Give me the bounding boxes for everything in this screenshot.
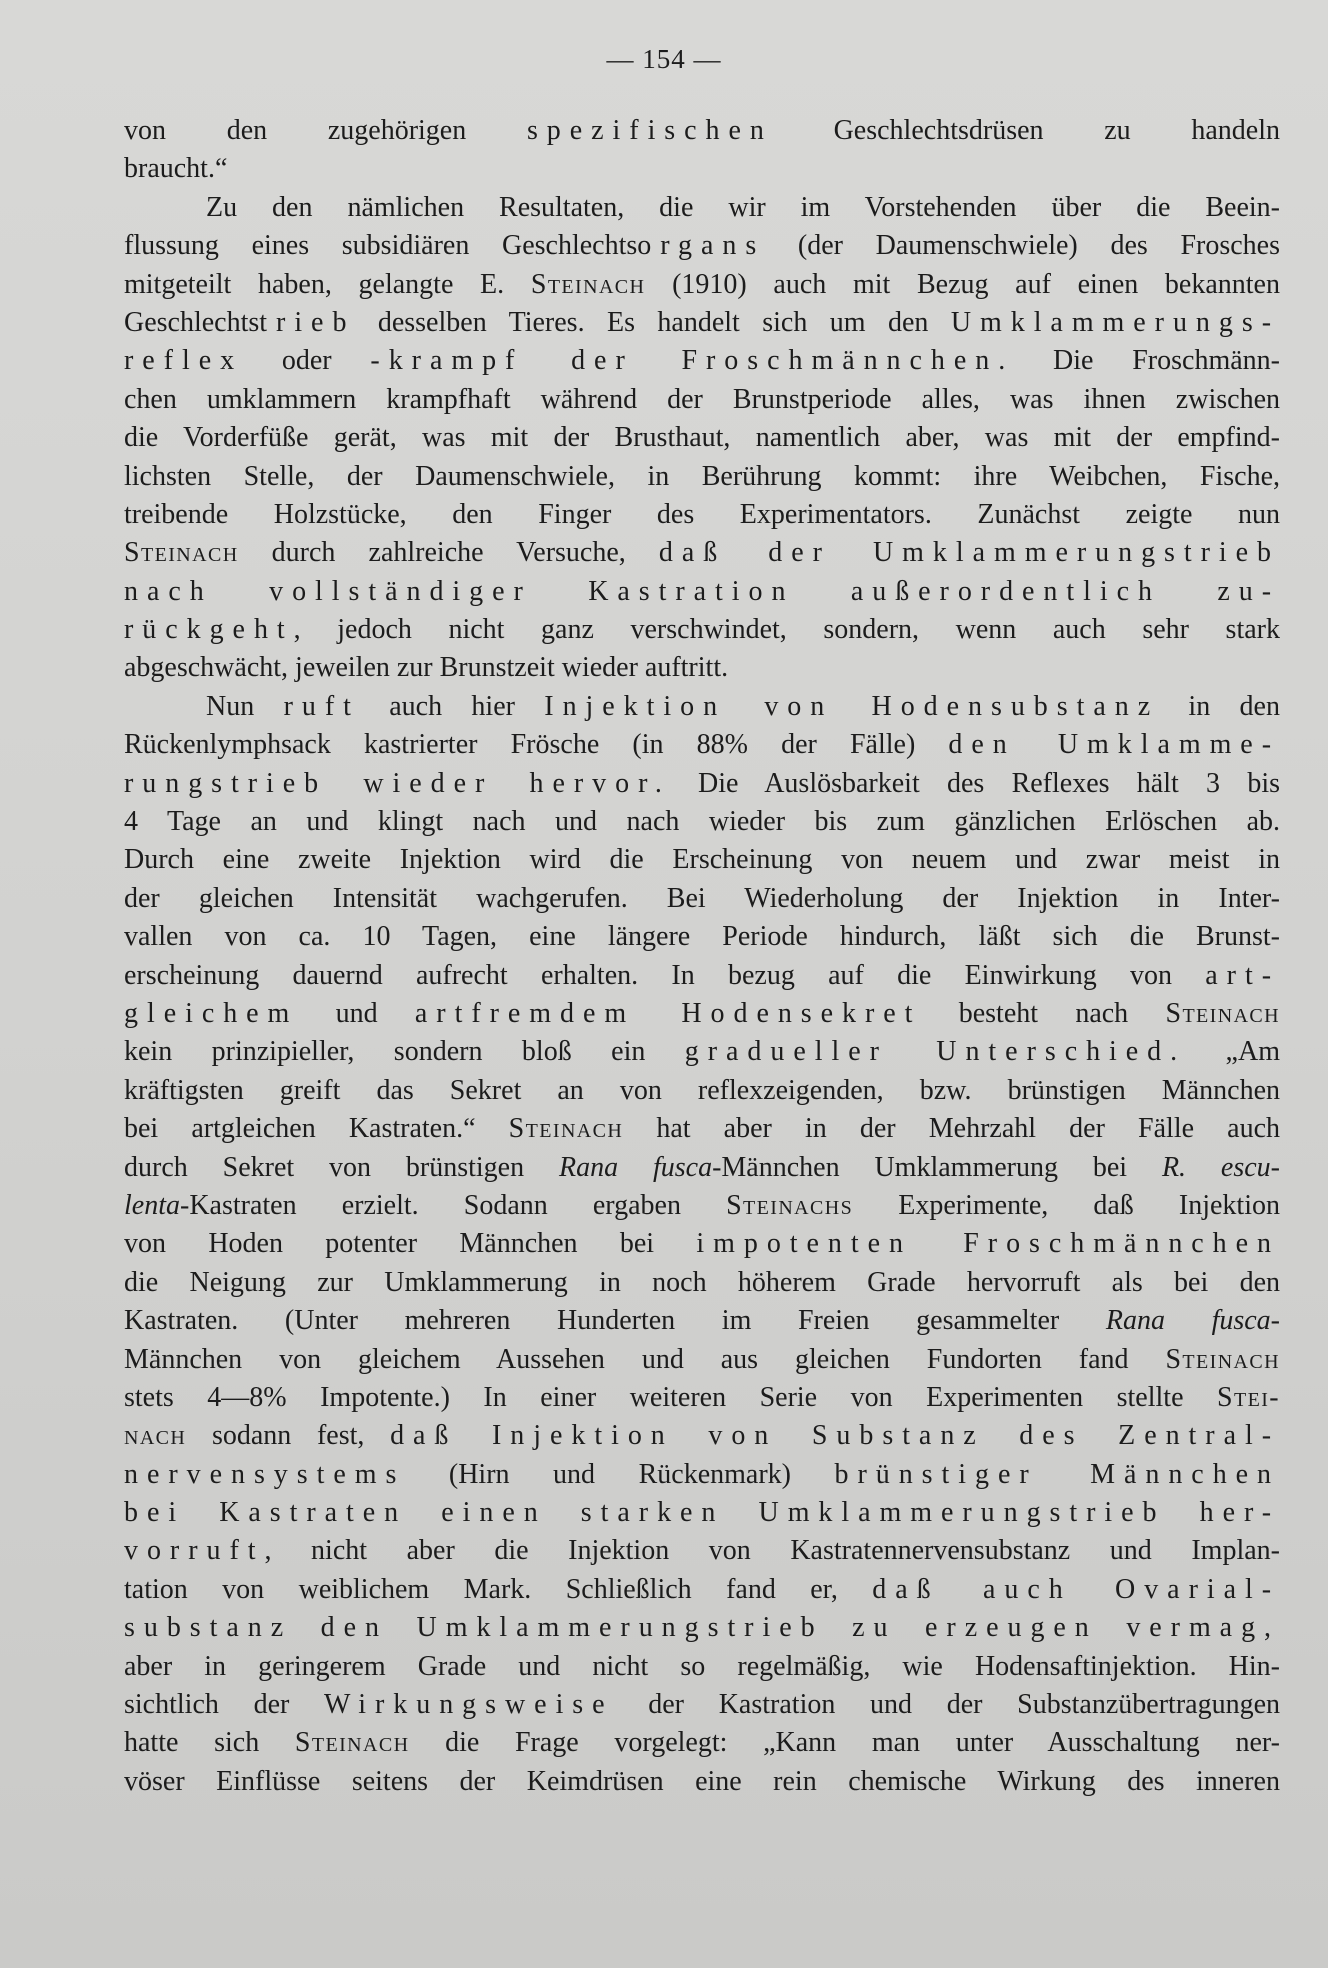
- text-segment: stets 4—8% Impotente.) In einer weiteren Serie von Experimenten stellte: [124, 1381, 1217, 1413]
- italic-term: Rana fusca-: [1105, 1305, 1281, 1337]
- text-segment: hat aber in der Mehrzahl der Fälle auch: [623, 1113, 1281, 1145]
- text-line: [124, 1264, 1280, 1302]
- text-line: [124, 841, 1280, 879]
- text-segment: bei artgleichen Kastraten.“: [124, 1113, 509, 1145]
- spaced-emphasis: rückgeht: [124, 614, 294, 646]
- text-line: [124, 227, 1280, 265]
- text-segment: auch hier: [359, 690, 545, 722]
- text-line: [124, 1417, 1280, 1455]
- spaced-emphasis: nervensystems: [124, 1458, 406, 1490]
- spaced-emphasis: gradueller Unterschied.: [684, 1036, 1187, 1068]
- text-segment: mitgeteilt haben, gelangte E.: [124, 268, 531, 300]
- text-segment: flussung eines subsidiären Geschlechts: [124, 230, 638, 262]
- text-segment: abgeschwächt, jeweilen zur Brunstzeit wieder auftritt.: [124, 652, 729, 684]
- text-line: [124, 649, 1280, 687]
- italic-term: Rana fusca: [558, 1151, 713, 1183]
- text-segment: Kastraten. (Unter mehreren Hunderten im Freien gesammelter: [124, 1305, 1106, 1337]
- text-line: [124, 266, 1280, 304]
- text-segment: , jedoch nicht ganz verschwindet, sondern, wenn auch sehr stark: [293, 614, 1280, 646]
- text-segment: desselben Tieres. Es handelt sich um den: [355, 306, 951, 338]
- text-segment: Die Froschmänn-: [1014, 345, 1280, 377]
- spaced-emphasis: ruft: [283, 690, 360, 722]
- text-line: [124, 1341, 1280, 1379]
- body-text: [124, 112, 1280, 1801]
- text-line: [124, 342, 1280, 380]
- spaced-emphasis: artfremdem Hodensekret: [414, 997, 922, 1029]
- spaced-emphasis: gleichem: [124, 997, 299, 1029]
- text-segment: sichtlich der: [124, 1689, 325, 1721]
- text-segment: (Hirn und Rückenmark): [405, 1458, 835, 1490]
- text-line: [124, 1187, 1280, 1225]
- small-caps-name: Stei-: [1217, 1381, 1280, 1413]
- text-line: [124, 1648, 1280, 1686]
- spaced-emphasis: rungstrieb wieder hervor.: [124, 767, 671, 799]
- text-segment: von den zugehörigen: [124, 115, 527, 146]
- small-caps-name: Steinach: [294, 1727, 410, 1759]
- text-segment: Durch eine zweite Injektion wird die Erscheinung von neuem und zwar meist in: [124, 844, 1280, 876]
- text-line: [124, 1225, 1280, 1263]
- text-line: [124, 1532, 1280, 1570]
- text-segment: treibende Holzstücke, den Finger des Experimentators. Zunächst zeigte nun: [124, 498, 1280, 530]
- text-line: [124, 1379, 1280, 1417]
- italic-term: R. escu-: [1161, 1151, 1280, 1183]
- spaced-emphasis: substanz den Umklammerungstrieb zu erzeugen vermag,: [124, 1612, 1280, 1644]
- text-segment: (der Daumenschwiele) des Frosches: [765, 230, 1280, 262]
- spaced-emphasis: bei Kastraten einen starken Umklammerungstrieb her-: [124, 1497, 1280, 1529]
- text-segment: Rückenlymphsack kastrierter Frösche (in 88% der Fälle): [124, 729, 949, 761]
- text-segment: braucht.“: [124, 153, 228, 185]
- text-segment: kein prinzipieller, sondern bloß ein: [124, 1036, 685, 1068]
- text-segment: Zu den nämlichen Resultaten, die wir im Vorstehenden über die Beein-: [206, 191, 1280, 223]
- text-segment: Experimente, daß Injektion: [853, 1189, 1280, 1221]
- text-line: [124, 189, 1280, 227]
- text-line: [124, 1494, 1280, 1532]
- text-segment: aber in geringerem Grade und nicht so regelmäßig, wie Hodensaftinjektion. Hin-: [124, 1650, 1280, 1682]
- spaced-emphasis: spezifischen: [526, 115, 773, 146]
- spaced-emphasis: impotenten Froschmännchen: [696, 1228, 1280, 1260]
- spaced-emphasis: organs: [637, 230, 766, 262]
- spaced-emphasis: Wirkungsweise: [324, 1689, 614, 1721]
- small-caps-name: Steinachs: [726, 1189, 854, 1221]
- small-caps-name: Steinach: [1165, 997, 1281, 1029]
- small-caps-name: Steinach: [530, 268, 646, 300]
- text-segment: Geschlechtsdrüsen zu handeln: [772, 115, 1280, 146]
- text-line: [124, 995, 1280, 1033]
- text-line: [124, 458, 1280, 496]
- text-line: [124, 765, 1280, 803]
- spaced-emphasis: -krampf der Froschmännchen.: [370, 345, 1015, 377]
- text-segment: in den: [1159, 690, 1280, 722]
- small-caps-name: Steinach: [1165, 1343, 1280, 1375]
- text-line: [124, 496, 1280, 534]
- spaced-emphasis: trieb: [259, 306, 356, 338]
- text-segment: hatte sich: [124, 1727, 295, 1759]
- text-segment: Männchen von gleichem Aussehen und aus gleichen Fundorten fand: [124, 1343, 1166, 1375]
- text-segment: die Frage vorgelegt: „Kann man unter Ausschaltung ner-: [409, 1727, 1280, 1759]
- spaced-emphasis: daß Injektion von Substanz des Zentral-: [390, 1420, 1280, 1452]
- text-segment: -Männchen Umklammerung bei: [712, 1151, 1162, 1183]
- text-segment: oder: [243, 345, 371, 377]
- text-segment: durch Sekret von brünstigen: [124, 1151, 559, 1183]
- text-segment: vöser Einflüsse seitens der Keimdrüsen eine rein chemische Wirkung des inneren: [124, 1765, 1280, 1797]
- text-segment: chen umklammern krampfhaft während der Brunstperiode alles, was ihnen zwischen: [124, 383, 1280, 415]
- text-segment: -Kastraten erzielt. Sodann ergaben: [180, 1189, 727, 1221]
- text-line: [124, 726, 1280, 764]
- spaced-emphasis: den Umklamme-: [948, 729, 1280, 761]
- spaced-emphasis: Injektion von Hodensubstanz: [544, 690, 1160, 722]
- text-line: [124, 112, 1280, 150]
- text-segment: der gleichen Intensität wachgerufen. Bei Wiederholung der Injektion in Inter-: [124, 882, 1280, 914]
- text-segment: lichsten Stelle, der Daumenschwiele, in Berührung kommt: ihre Weibchen, Fische,: [124, 460, 1280, 492]
- spaced-emphasis: nach vollständiger Kastration außerordentlich zu-: [124, 575, 1280, 607]
- text-segment: die Neigung zur Umklammerung in noch höherem Grade hervorruft als bei den: [124, 1266, 1280, 1298]
- text-line: [124, 1072, 1280, 1110]
- text-line: [124, 573, 1280, 611]
- text-line: [124, 880, 1280, 918]
- text-line: [124, 1302, 1280, 1340]
- text-line: [124, 1686, 1280, 1724]
- spaced-emphasis: brünstiger Männchen: [834, 1458, 1280, 1490]
- spaced-emphasis: daß der Umklammerungstrieb: [658, 537, 1280, 569]
- small-caps-name: nach: [124, 1420, 187, 1452]
- text-line: [124, 1110, 1280, 1148]
- text-line: [124, 1609, 1280, 1647]
- text-segment: „Am: [1186, 1036, 1280, 1068]
- text-segment: vallen von ca. 10 Tagen, eine längere Periode hindurch, läßt sich die Brunst-: [124, 921, 1280, 953]
- text-line: [124, 1724, 1280, 1762]
- text-segment: besteht nach: [921, 997, 1166, 1029]
- spaced-emphasis: Umklammerungs-: [950, 306, 1280, 338]
- text-segment: sodann fest,: [186, 1420, 391, 1452]
- text-line: [124, 381, 1280, 419]
- text-segment: von Hoden potenter Männchen bei: [124, 1228, 697, 1260]
- text-segment: , nicht aber die Injektion von Kastratennervensubstanz und Implan-: [264, 1535, 1280, 1567]
- text-segment: die Vorderfüße gerät, was mit der Brusthaut, namentlich aber, was mit der empfind-: [124, 422, 1280, 454]
- text-line: [124, 1149, 1280, 1187]
- text-line: [124, 611, 1280, 649]
- text-line: [124, 688, 1280, 726]
- italic-term: lenta: [124, 1189, 180, 1221]
- page-number: — 154 —: [606, 44, 722, 74]
- text-segment: Nun: [206, 690, 284, 722]
- text-line: [124, 918, 1280, 956]
- spaced-emphasis: daß auch Ovarial-: [872, 1573, 1281, 1605]
- text-segment: und: [298, 997, 415, 1029]
- text-line: [124, 1571, 1280, 1609]
- text-line: [124, 957, 1280, 995]
- text-segment: durch zahlreiche Versuche,: [238, 537, 659, 569]
- text-segment: erscheinung dauernd aufrecht erhalten. In bezug auf die Einwirkung von: [124, 959, 1206, 991]
- text-line: [124, 1033, 1280, 1071]
- text-line: [124, 803, 1280, 841]
- text-segment: Die Auslösbarkeit des Reflexes hält 3 bis: [670, 767, 1280, 799]
- text-segment: kräftigsten greift das Sekret an von reflexzeigenden, bzw. brünstigen Männchen: [124, 1074, 1280, 1106]
- spaced-emphasis: reflex: [124, 345, 244, 377]
- small-caps-name: Steinach: [508, 1113, 624, 1145]
- text-segment: tation von weiblichem Mark. Schließlich fand er,: [124, 1573, 873, 1605]
- text-line: [124, 304, 1280, 342]
- small-caps-name: Steinach: [124, 537, 239, 569]
- text-line: [124, 150, 1280, 188]
- text-line: [124, 419, 1280, 457]
- text-segment: (1910) auch mit Bezug auf einen bekannten: [645, 268, 1280, 300]
- text-line: [124, 1456, 1280, 1494]
- text-line: [124, 534, 1280, 572]
- text-segment: der Kastration und der Substanzübertragungen: [613, 1689, 1280, 1721]
- spaced-emphasis: vorruft: [124, 1535, 265, 1567]
- text-segment: 4 Tage an und klingt nach und nach wieder bis zum gänzlichen Erlöschen ab.: [124, 806, 1280, 838]
- text-segment: Geschlechts: [124, 306, 260, 338]
- text-line: [124, 1763, 1280, 1801]
- spaced-emphasis: art-: [1205, 959, 1280, 991]
